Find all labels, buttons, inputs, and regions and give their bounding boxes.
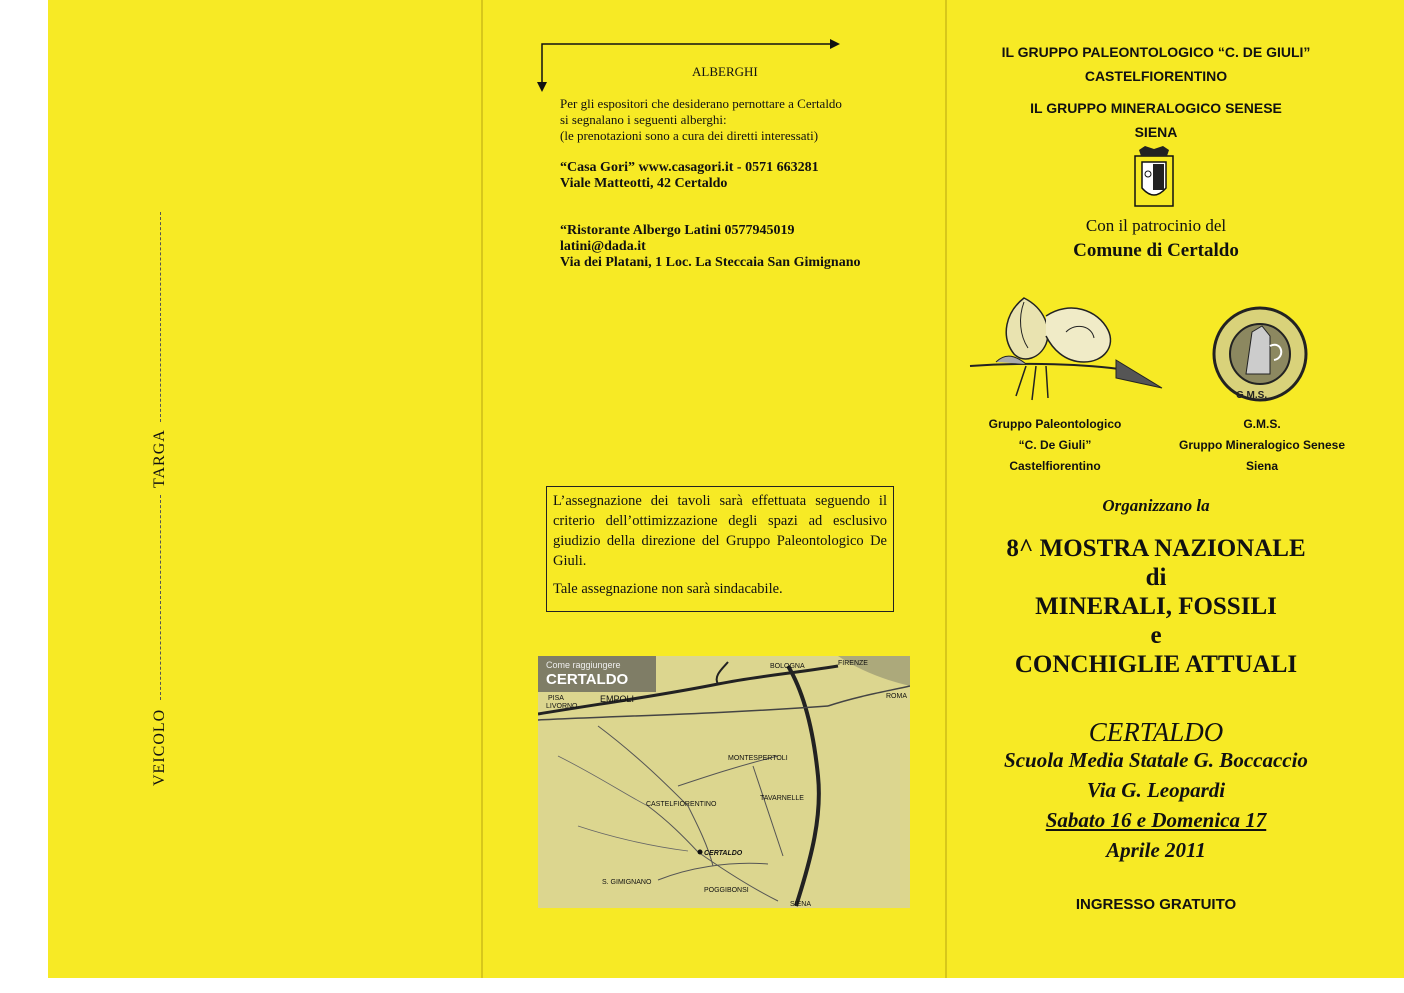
- map-place: FIRENZE: [838, 660, 868, 667]
- caption-line: G.M.S.: [1243, 417, 1281, 431]
- month-year-line: Aprile 2011: [1106, 838, 1206, 862]
- street-line: Via G. Leopardi: [1086, 778, 1226, 802]
- title-line: 8^ MOSTRA NAZIONALE: [1006, 535, 1306, 562]
- gms-logo-initials: G.M.S.: [1236, 390, 1268, 401]
- road-map-image: [538, 656, 910, 908]
- hotels-intro: [560, 96, 842, 144]
- table-assignment-notice: [546, 486, 894, 612]
- org-line: SIENA: [1134, 124, 1178, 140]
- hotel-casa-gori: [560, 160, 819, 192]
- map-place: ROMA: [886, 693, 907, 700]
- map-place: LIVORNO: [546, 703, 578, 710]
- paleo-group-caption: [970, 414, 1140, 477]
- free-entry: INGRESSO GRATUITO: [1075, 896, 1237, 913]
- hotel-line: Viale Matteotti, 42 Certaldo: [560, 176, 728, 191]
- event-place: CERTALDO: [1088, 717, 1224, 747]
- map-place: POGGIBONSI: [704, 887, 749, 894]
- map-title-line1: Come raggiungere: [546, 660, 621, 670]
- map-place: CERTALDO: [704, 850, 743, 857]
- map-place: TAVARNELLE: [760, 795, 804, 802]
- map-place: MONTESPERTOLI: [728, 755, 788, 762]
- targa-label: TARGA: [151, 429, 168, 488]
- hotel-line: Via dei Platani, 1 Loc. La Steccaia San Gimignano: [560, 255, 861, 270]
- hotel-line: “Casa Gori” www.casagori.it - 0571 663281: [560, 160, 819, 175]
- intro-line: si segnalano i seguenti alberghi:: [560, 112, 727, 127]
- hotel-latini: [560, 223, 861, 271]
- intro-line: (le prenotazioni sono a cura dei diretti interessati): [560, 128, 819, 143]
- notice-paragraph: Tale assegnazione non sarà sindacabile.: [553, 581, 783, 597]
- caption-line: “C. De Giuli”: [1018, 438, 1092, 452]
- dates-line: Sabato 16 e Domenica 17: [1045, 808, 1267, 832]
- title-line: CONCHIGLIE ATTUALI: [1014, 651, 1298, 678]
- fold-line-right: [945, 0, 947, 978]
- comune-certaldo: Comune di Certaldo: [1073, 240, 1239, 261]
- title-line: MINERALI, FOSSILI: [1035, 593, 1277, 620]
- directions-map: [538, 656, 910, 908]
- map-place: EMPOLI: [600, 694, 635, 704]
- notice-paragraph: L’assegnazione dei tavoli sarà effettuata seguendo il criterio dell’ottimizzazione degli spazi ad esclusivo giudizio della direzione del Gruppo Paleontologico De Giuli.: [553, 493, 887, 569]
- caption-line: Gruppo Paleontologico: [988, 417, 1122, 431]
- map-place: CASTELFIORENTINO: [646, 801, 717, 808]
- org-line: IL GRUPPO MINERALOGICO SENESE: [1030, 100, 1282, 116]
- veicolo-label: VEICOLO: [151, 708, 168, 786]
- fold-line-left: [481, 0, 483, 978]
- venue-line: Scuola Media Statale G. Boccaccio: [1004, 748, 1308, 772]
- org-line: IL GRUPPO PALEONTOLOGICO “C. DE GIULI”: [1001, 44, 1311, 60]
- fossil-shell-logo-icon: [966, 292, 1164, 404]
- org-line: CASTELFIORENTINO: [1084, 68, 1228, 84]
- veicolo-dotted-line: [160, 495, 161, 700]
- caption-line: Siena: [1245, 459, 1278, 473]
- map-place: PISA: [548, 695, 564, 702]
- certaldo-coat-of-arms-icon: [1133, 146, 1175, 208]
- event-venue: [958, 746, 1354, 864]
- targa-dotted-line: [160, 212, 161, 422]
- caption-line: Castelfiorentino: [1009, 459, 1101, 473]
- map-place: S. GIMIGNANO: [602, 879, 652, 886]
- organize-line: Organizzano la: [1102, 496, 1210, 515]
- map-place: BOLOGNA: [770, 663, 805, 670]
- gms-mineral-logo-icon: [1212, 302, 1308, 410]
- map-place: SIENA: [790, 901, 812, 908]
- title-line: di: [1145, 564, 1167, 591]
- hotel-line: latini@dada.it: [560, 239, 646, 254]
- exhibition-title: [958, 534, 1354, 679]
- patronage-line: Con il patrocinio del: [1085, 216, 1227, 235]
- organizers-block: [958, 40, 1354, 144]
- fold-arrow-icon: [532, 36, 847, 92]
- map-title-line2: CERTALDO: [546, 671, 629, 688]
- caption-line: Gruppo Mineralogico Senese: [1178, 438, 1346, 452]
- title-line: e: [1150, 622, 1162, 649]
- hotels-heading: ALBERGHI: [692, 64, 758, 79]
- gms-caption: [1170, 414, 1354, 477]
- intro-line: Per gli espositori che desiderano pernottare a Certaldo: [560, 96, 842, 111]
- hotel-line: “Ristorante Albergo Latini 0577945019: [560, 223, 795, 238]
